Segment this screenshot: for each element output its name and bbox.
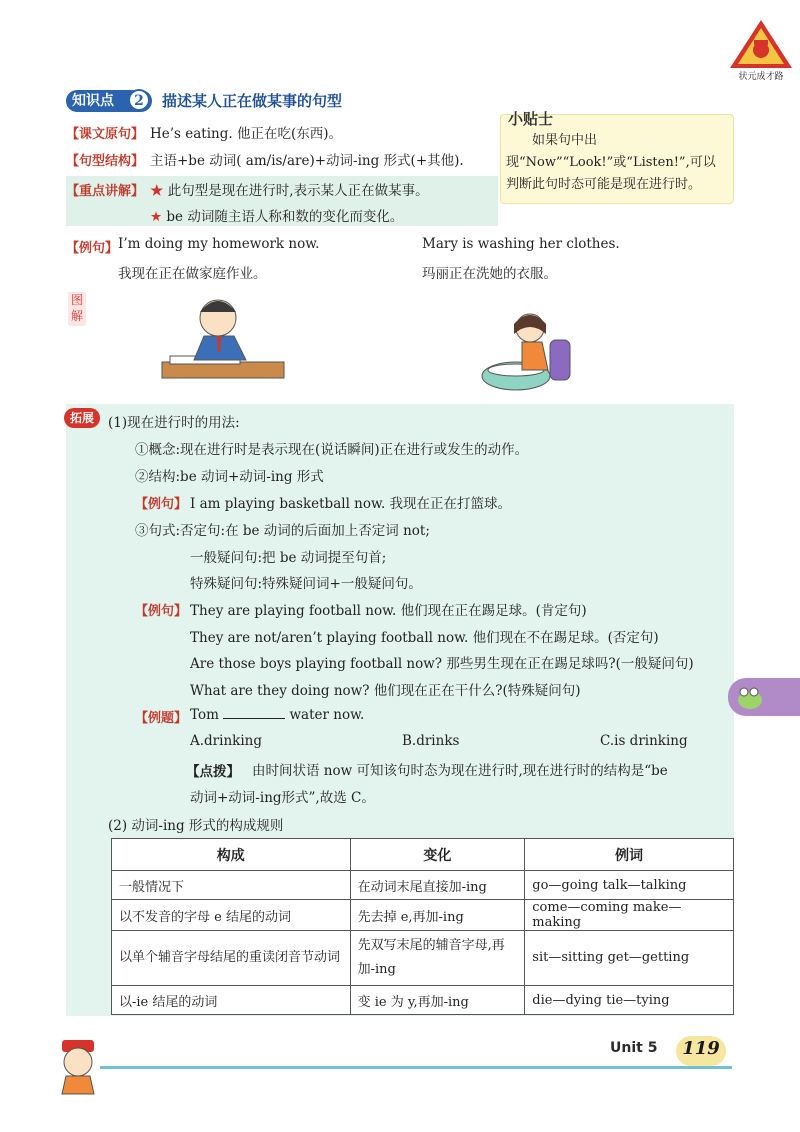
- source-sentence: He’s eating. 他正在吃(东西)。: [150, 126, 343, 142]
- exercise-question: [190, 706, 364, 723]
- special-question-line: 特殊疑问句:特殊疑问词+一般疑问句。: [190, 576, 422, 592]
- unit-label: Unit 5: [610, 1040, 658, 1056]
- table-row: [112, 931, 734, 986]
- table-cell: 以-ie 结尾的动词: [112, 986, 351, 1015]
- question-form-line: 一般疑问句:把 be 动词提至句首;: [190, 550, 387, 566]
- example-2-line-2: They are not/aren’t playing football now. 他们现在不在踢足球。(否定句): [190, 630, 659, 646]
- boy-doing-homework-illustration: [160, 290, 286, 390]
- example-right-en: Mary is washing her clothes.: [422, 236, 620, 252]
- table-cell: 先双写末尾的辅音字母,再加-ing: [350, 931, 525, 986]
- exercise-tag: 【例题】: [135, 711, 188, 726]
- frog-icon: [728, 678, 768, 716]
- explanation-line-1: [150, 179, 429, 199]
- exercise-before: Tom: [190, 707, 219, 723]
- example-left-zh: 我现在正在做家庭作业。: [118, 266, 267, 282]
- source-sentence-tag: 【课文原句】: [66, 127, 145, 142]
- example-tag: 【例句】: [66, 241, 119, 256]
- table-cell: 变 ie 为 y,再加-ing: [350, 986, 525, 1015]
- example-left-en: I’m doing my homework now.: [118, 236, 320, 252]
- star-icon: ★: [150, 209, 163, 225]
- table-header-row: [112, 839, 734, 871]
- explanation-line-2: [150, 205, 403, 225]
- table-row: [112, 986, 734, 1015]
- table-cell: come—coming make—making: [525, 900, 734, 931]
- exercise-after: water now.: [289, 707, 365, 723]
- structure-tag: 【句型结构】: [66, 154, 145, 169]
- hint-tag: 【点拨】: [186, 764, 240, 780]
- table-header: 变化: [350, 839, 525, 871]
- star-icon: ★: [150, 183, 164, 199]
- brand-logo-text: 状元成才路: [738, 72, 784, 82]
- ing-rules-table: [111, 838, 734, 1015]
- explanation-tag: 【重点讲解】: [66, 184, 145, 199]
- section-title: 描述某人正在做某事的句型: [162, 92, 343, 110]
- knowledge-point-badge: 知识点: [66, 90, 152, 112]
- option-b: B.drinks: [402, 733, 460, 749]
- tips-title: 小贴士: [508, 110, 554, 128]
- knowledge-point-number: 2: [128, 89, 150, 111]
- mascot-icon: [52, 1036, 104, 1096]
- concept-line: ①概念:现在进行时是表示现在(说话瞬间)正在进行或发生的动作。: [135, 442, 529, 458]
- example-right-zh: 玛丽正在洗她的衣服。: [422, 266, 557, 282]
- example-2-line-4: What are they doing now? 他们现在正在干什么?(特殊疑问句): [190, 683, 581, 699]
- explanation-line-1-text: 此句型是现在进行时,表示某人正在做某事。: [167, 183, 429, 199]
- table-cell: go—going talk—talking: [525, 871, 734, 900]
- extension-badge: 拓展: [64, 408, 100, 428]
- table-cell: 以不发音的字母 e 结尾的动词: [112, 900, 351, 931]
- table-cell: 一般情况下: [112, 871, 351, 900]
- footer-line: [100, 1066, 732, 1069]
- table-row: [112, 900, 734, 931]
- hint-line-2: 动词+动词-ing形式”,故选 C。: [190, 790, 375, 806]
- table-cell: 以单个辅音字母结尾的重读闭音节动词: [112, 931, 351, 986]
- example-1-tag: 【例句】: [135, 497, 188, 512]
- example-1-text: I am playing basketball now. 我现在正在打篮球。: [190, 496, 512, 512]
- tips-text: 如果句中出现“Now”“Look!”或“Listen!”,可以判断此句时态可能是现在进行时。: [506, 133, 716, 192]
- forms-line: ③句式:否定句:在 be 动词的后面加上否定词 not;: [135, 523, 430, 539]
- table-cell: 先去掉 e,再加-ing: [350, 900, 525, 931]
- answer-blank[interactable]: [223, 706, 285, 719]
- explanation-line-2-text: be 动词随主语人称和数的变化而变化。: [166, 209, 404, 225]
- page-number: 119: [682, 1038, 720, 1059]
- extension-heading-2: (2) 动词-ing 形式的构成规则: [108, 818, 284, 834]
- structure-text: 主语+be 动词( am/is/are)+动词-ing 形式(+其他).: [150, 153, 464, 169]
- option-c: C.is drinking: [600, 733, 688, 749]
- side-tab: [728, 678, 800, 716]
- table-header: 例词: [525, 839, 734, 871]
- table-header: 构成: [112, 839, 351, 871]
- example-2-line-3: Are those boys playing football now? 那些男生现在正在踢足球吗?(一般疑问句): [190, 656, 694, 672]
- table-cell: sit—sitting get—getting: [525, 931, 734, 986]
- illustration-tag: 图解: [68, 292, 86, 326]
- hint-line-1: 由时间状语 now 可知该句时态为现在进行时,现在进行时的结构是“be: [252, 763, 668, 779]
- structure-line: ②结构:be 动词+动词-ing 形式: [135, 469, 324, 485]
- example-2-line-1: They are playing football now. 他们现在正在踢足球。(肯定句): [190, 603, 587, 619]
- table-row: [112, 871, 734, 900]
- example-2-tag: 【例句】: [135, 604, 188, 619]
- table-cell: 在动词末尾直接加-ing: [350, 871, 525, 900]
- extension-heading-1: (1)现在进行时的用法:: [108, 415, 240, 431]
- option-a: A.drinking: [190, 733, 262, 749]
- girl-washing-clothes-illustration: [478, 310, 578, 400]
- table-cell: die—dying tie—tying: [525, 986, 734, 1015]
